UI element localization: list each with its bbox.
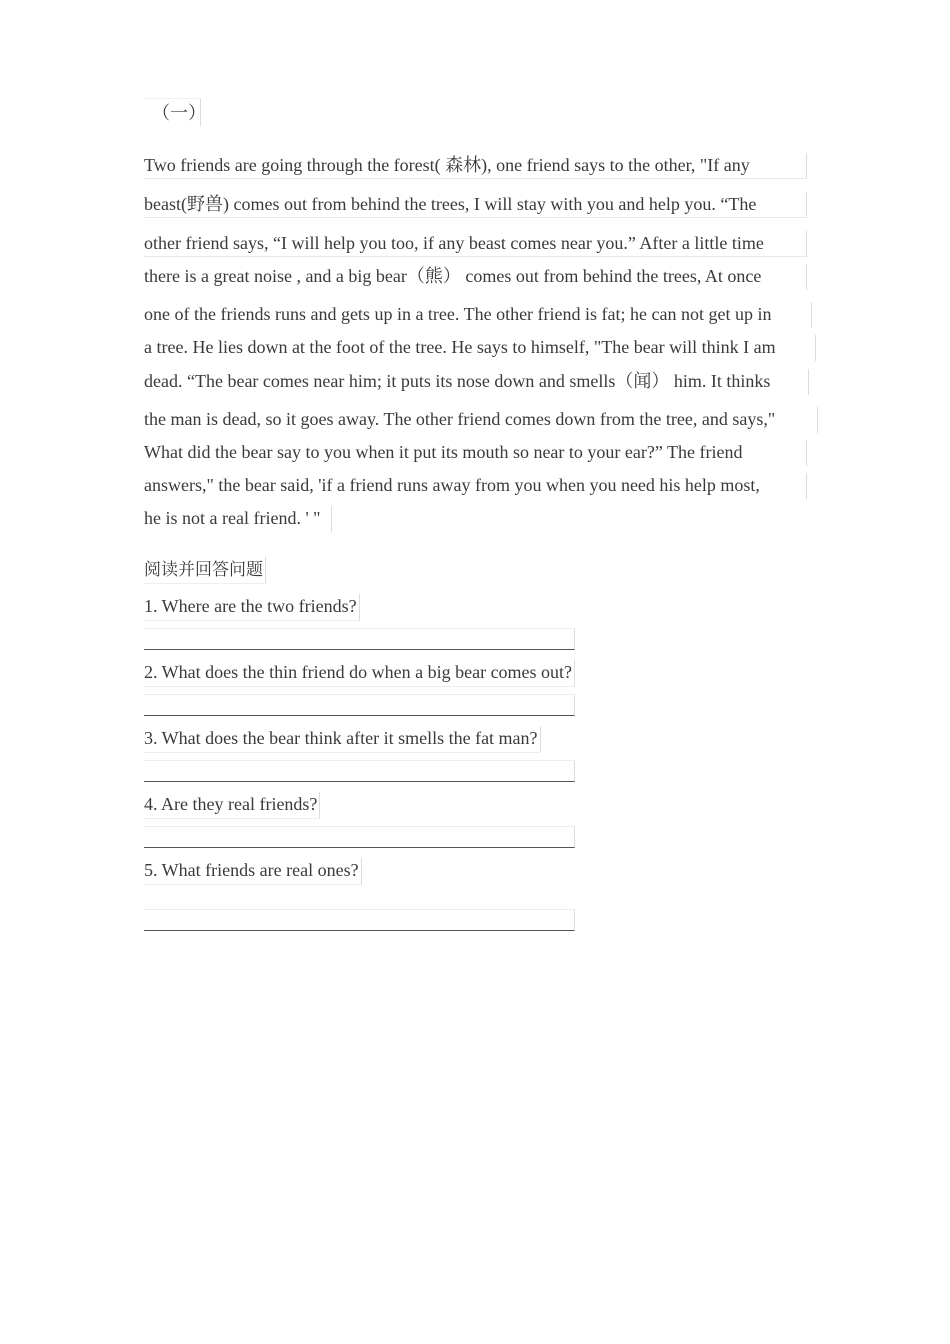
question-3: 3. What does the bear think after it smells the fat man? — [144, 726, 541, 753]
passage-line: the man is dead, so it goes away. The other friend comes down from the tree, and says," — [144, 407, 818, 433]
passage-line: one of the friends runs and gets up in a tree. The other friend is fat; he can not get up in — [144, 302, 812, 328]
passage-line: there is a great noise , and a big bear（熊） comes out from behind the trees, At once — [144, 264, 807, 290]
question-4: 4. Are they real friends? — [144, 792, 320, 819]
section-heading: （一） — [144, 98, 201, 126]
passage-line: a tree. He lies down at the foot of the tree. He says to himself, "The bear will think I am — [144, 335, 816, 361]
passage-line: Two friends are going through the forest( 森林), one friend says to the other, "If any — [144, 153, 807, 179]
answer-line-3[interactable] — [144, 760, 575, 782]
question-5: 5. What friends are real ones? — [144, 858, 362, 885]
answer-line-4[interactable] — [144, 826, 575, 848]
answer-line-2[interactable] — [144, 694, 575, 716]
question-1: 1. Where are the two friends? — [144, 594, 360, 621]
question-2: 2. What does the thin friend do when a big bear comes out? — [144, 660, 575, 687]
passage-line: What did the bear say to you when it put its mouth so near to your ear?” The friend — [144, 440, 807, 466]
passage-line: answers," the bear said, 'if a friend runs away from you when you need his help most, — [144, 473, 807, 499]
passage-line: he is not a real friend. ' " — [144, 506, 332, 532]
passage-line: beast(野兽) comes out from behind the trees, I will stay with you and help you. “The — [144, 192, 807, 218]
answer-line-1[interactable] — [144, 628, 575, 650]
passage-line: other friend says, “I will help you too, if any beast comes near you.” After a little time — [144, 231, 807, 257]
passage-line: dead. “The bear comes near him; it puts its nose down and smells（闻） him. It thinks — [144, 369, 809, 395]
answer-line-5[interactable] — [144, 909, 575, 931]
questions-title: 阅读并回答问题 — [144, 557, 266, 584]
